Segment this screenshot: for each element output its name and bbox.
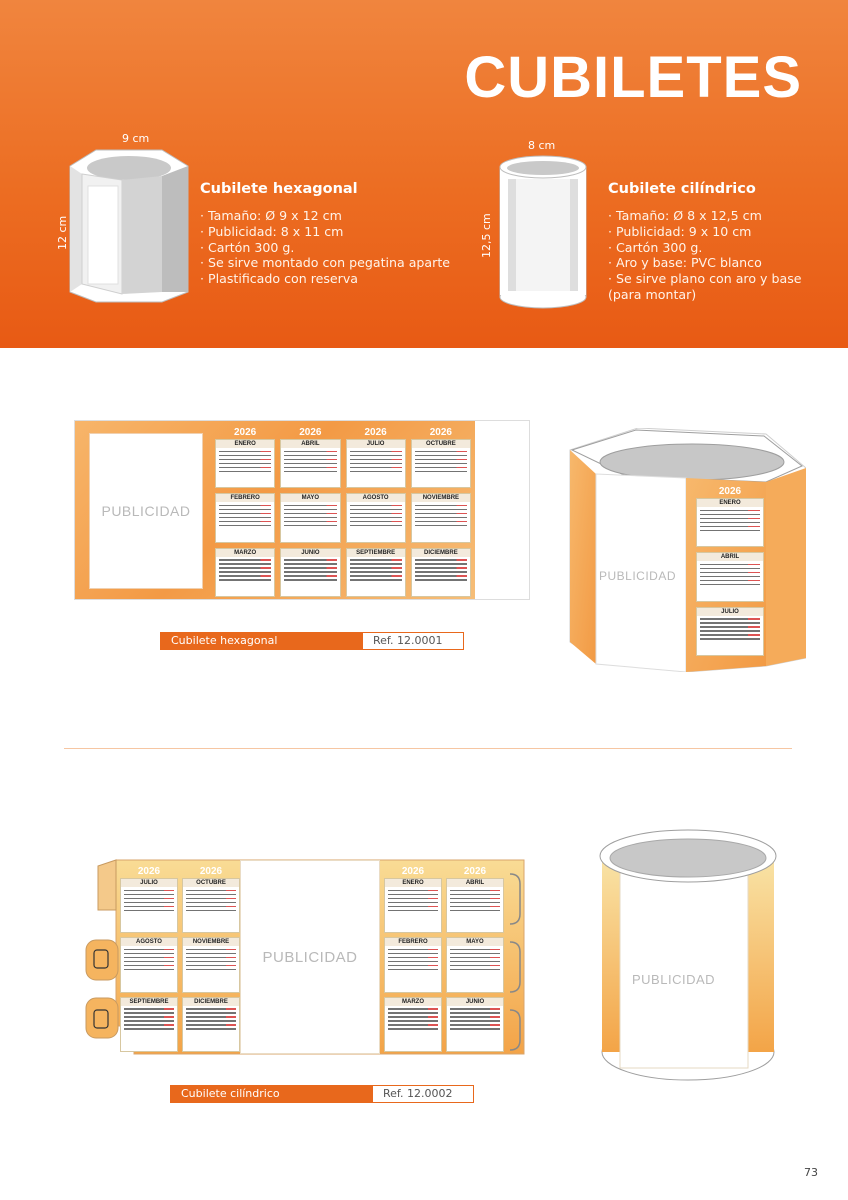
week-row	[219, 451, 271, 452]
week-row	[284, 467, 336, 468]
week-row	[219, 563, 271, 564]
month-block	[411, 548, 471, 597]
week-row	[450, 1024, 500, 1025]
month-name: MARZO	[385, 998, 441, 1006]
week-row	[350, 559, 402, 560]
week-row	[219, 567, 271, 568]
week-row	[350, 517, 402, 518]
week-row	[186, 890, 236, 891]
week-row	[350, 451, 402, 452]
week-row	[284, 521, 336, 522]
week-row	[450, 1028, 500, 1029]
publicity-label: PUBLICIDAD	[262, 948, 358, 966]
month-block	[384, 878, 442, 933]
publicity-label: PUBLICIDAD	[599, 569, 677, 583]
week-row	[388, 890, 438, 891]
spec-item: · Tamaño: Ø 9 x 12 cm	[200, 208, 342, 223]
week-row	[700, 522, 760, 523]
month-block	[280, 493, 340, 542]
week-row	[415, 563, 467, 564]
week-row	[388, 894, 438, 895]
week-row	[219, 513, 271, 514]
month-name: SEPTIEMBRE	[347, 549, 405, 557]
cylindrical-calendar-right	[384, 866, 504, 1052]
page-number: 73	[804, 1166, 818, 1179]
hexagonal-cup-illustration	[66, 146, 194, 306]
month-name: ENERO	[385, 879, 441, 887]
week-row	[124, 1024, 174, 1025]
week-row	[450, 957, 500, 958]
week-row	[450, 898, 500, 899]
week-row	[700, 638, 760, 639]
calendar-year: 2026	[718, 486, 742, 497]
week-row	[186, 1028, 236, 1029]
week-row	[124, 957, 174, 958]
week-row	[450, 902, 500, 903]
spec-item: · Publicidad: 8 x 11 cm	[200, 223, 344, 239]
spec-item: · Se sirve montado con pegatina aparte	[200, 255, 451, 271]
week-row	[350, 505, 402, 506]
week-row	[700, 530, 760, 531]
week-row	[388, 910, 438, 911]
week-row	[700, 572, 760, 573]
week-row	[388, 957, 438, 958]
hexagonal-cup-mockup	[566, 428, 806, 672]
week-row	[450, 965, 500, 966]
week-row	[700, 518, 760, 519]
week-row	[350, 567, 402, 568]
week-row	[186, 1020, 236, 1021]
calendar-year: 2026	[234, 427, 257, 438]
cylindrical-calendar-left	[120, 866, 240, 1052]
week-row	[186, 1024, 236, 1025]
week-row	[124, 902, 174, 903]
month-block	[696, 607, 764, 656]
month-block	[446, 997, 504, 1052]
month-block	[280, 439, 340, 488]
cilindrico-product-name: Cubilete cilíndrico	[608, 181, 756, 197]
cilindrico-reference-bar	[170, 1085, 474, 1103]
month-name: FEBRERO	[385, 938, 441, 946]
week-row	[124, 1020, 174, 1021]
week-row	[219, 471, 271, 472]
reference-code: Ref. 12.0001	[363, 633, 463, 649]
week-row	[700, 568, 760, 569]
week-row	[124, 949, 174, 950]
week-row	[350, 563, 402, 564]
week-row	[700, 626, 760, 627]
week-row	[700, 514, 760, 515]
week-row	[415, 471, 467, 472]
month-block	[120, 997, 178, 1052]
week-row	[350, 521, 402, 522]
week-row	[415, 559, 467, 560]
week-row	[450, 910, 500, 911]
week-row	[415, 521, 467, 522]
week-row	[350, 471, 402, 472]
week-row	[350, 571, 402, 572]
week-row	[415, 513, 467, 514]
week-row	[124, 953, 174, 954]
week-row	[450, 890, 500, 891]
mockup-calendar-strip	[696, 486, 764, 656]
week-row	[388, 961, 438, 962]
week-row	[186, 957, 236, 958]
month-block	[446, 878, 504, 933]
cylindrical-cup-mockup	[596, 826, 780, 1084]
month-block	[446, 937, 504, 992]
month-name: OCTUBRE	[183, 879, 239, 887]
week-row	[186, 961, 236, 962]
week-row	[415, 575, 467, 576]
week-row	[186, 1012, 236, 1013]
section-divider	[64, 748, 792, 749]
week-row	[415, 509, 467, 510]
spec-item: · Aro y base: PVC blanco	[608, 255, 762, 271]
week-row	[415, 571, 467, 572]
week-row	[186, 894, 236, 895]
week-row	[186, 910, 236, 911]
month-name: JULIO	[121, 879, 177, 887]
week-row	[284, 525, 336, 526]
publicity-label: PUBLICIDAD	[101, 503, 191, 519]
week-row	[186, 949, 236, 950]
spec-item: · Cartón 300 g.	[608, 239, 703, 255]
month-block	[215, 493, 275, 542]
week-row	[450, 1008, 500, 1009]
week-row	[284, 567, 336, 568]
month-block	[384, 937, 442, 992]
week-row	[450, 1016, 500, 1017]
cyl-width-label: 8 cm	[528, 139, 556, 152]
month-name: OCTUBRE	[412, 440, 470, 448]
week-row	[124, 1012, 174, 1013]
page-title: CUBILETES	[464, 45, 802, 110]
week-row	[219, 459, 271, 460]
week-row	[450, 1020, 500, 1021]
month-name: AGOSTO	[121, 938, 177, 946]
hex-height-label: 12 cm	[56, 215, 69, 250]
month-block	[346, 493, 406, 542]
calendar-year: 2026	[199, 866, 223, 877]
week-row	[186, 902, 236, 903]
week-row	[388, 902, 438, 903]
month-name: JULIO	[347, 440, 405, 448]
week-row	[350, 455, 402, 456]
week-row	[219, 521, 271, 522]
week-row	[284, 559, 336, 560]
week-row	[284, 563, 336, 564]
calendar-year: 2026	[401, 866, 425, 877]
cylindrical-flat-template	[80, 852, 528, 1058]
month-name: DICIEMBRE	[412, 549, 470, 557]
week-row	[388, 1020, 438, 1021]
week-row	[350, 575, 402, 576]
week-row	[219, 509, 271, 510]
hexagonal-calendar-grid	[215, 427, 471, 597]
month-name: SEPTIEMBRE	[121, 998, 177, 1006]
week-row	[219, 575, 271, 576]
week-row	[284, 517, 336, 518]
hexagonal-spec-list	[200, 208, 450, 287]
publicity-area	[240, 860, 380, 1054]
week-row	[388, 898, 438, 899]
month-name: MAYO	[281, 494, 339, 502]
month-name: MAYO	[447, 938, 503, 946]
week-row	[415, 525, 467, 526]
week-row	[700, 630, 760, 631]
month-block	[696, 498, 764, 547]
spec-item: · Tamaño: Ø 8 x 12,5 cm	[608, 208, 762, 223]
week-row	[124, 898, 174, 899]
week-row	[415, 467, 467, 468]
month-name: MARZO	[216, 549, 274, 557]
week-row	[450, 1012, 500, 1013]
week-row	[124, 890, 174, 891]
week-row	[388, 953, 438, 954]
calendar-year: 2026	[137, 866, 161, 877]
month-name: NOVIEMBRE	[412, 494, 470, 502]
week-row	[284, 455, 336, 456]
week-row	[284, 505, 336, 506]
week-row	[388, 1028, 438, 1029]
week-row	[219, 505, 271, 506]
month-name: ENERO	[697, 499, 763, 507]
week-row	[415, 459, 467, 460]
week-row	[450, 961, 500, 962]
month-block	[182, 997, 240, 1052]
week-row	[124, 1016, 174, 1017]
calendar-year: 2026	[299, 427, 322, 438]
week-row	[415, 567, 467, 568]
month-block	[215, 548, 275, 597]
week-row	[415, 517, 467, 518]
week-row	[700, 584, 760, 585]
month-block	[696, 552, 764, 601]
reference-code: Ref. 12.0002	[373, 1086, 473, 1102]
calendar-year: 2026	[364, 427, 387, 438]
week-row	[186, 906, 236, 907]
month-block	[182, 937, 240, 992]
week-row	[450, 906, 500, 907]
week-row	[219, 559, 271, 560]
hero-banner	[0, 0, 848, 348]
week-row	[284, 451, 336, 452]
spec-item: · Se sirve plano con aro y base	[608, 271, 802, 287]
publicity-area	[89, 433, 203, 589]
week-row	[124, 965, 174, 966]
calendar-year: 2026	[429, 427, 452, 438]
week-row	[284, 575, 336, 576]
cylindrical-cup-illustration	[496, 153, 590, 311]
month-block	[411, 493, 471, 542]
calendar-year: 2026	[463, 866, 487, 877]
month-block	[346, 548, 406, 597]
week-row	[415, 451, 467, 452]
cilindrico-spec-list	[608, 208, 802, 303]
month-name: ABRIL	[697, 553, 763, 561]
month-block	[120, 878, 178, 933]
hexagonal-reference-bar	[160, 632, 464, 650]
week-row	[124, 1028, 174, 1029]
week-row	[700, 618, 760, 619]
month-name: JUNIO	[281, 549, 339, 557]
week-row	[284, 571, 336, 572]
month-block	[120, 937, 178, 992]
week-row	[350, 463, 402, 464]
hexagonal-product-name: Cubilete hexagonal	[200, 181, 358, 197]
week-row	[450, 894, 500, 895]
week-row	[450, 949, 500, 950]
week-row	[415, 463, 467, 464]
month-name: ABRIL	[447, 879, 503, 887]
week-row	[388, 1012, 438, 1013]
week-row	[124, 906, 174, 907]
month-name: ABRIL	[281, 440, 339, 448]
week-row	[124, 969, 174, 970]
month-name: NOVIEMBRE	[183, 938, 239, 946]
week-row	[700, 576, 760, 577]
week-row	[186, 969, 236, 970]
week-row	[186, 1008, 236, 1009]
week-row	[450, 953, 500, 954]
week-row	[186, 965, 236, 966]
week-row	[186, 1016, 236, 1017]
reference-product-name: Cubilete cilíndrico	[171, 1086, 373, 1102]
week-row	[219, 579, 271, 580]
week-row	[388, 965, 438, 966]
week-row	[700, 580, 760, 581]
week-row	[700, 634, 760, 635]
week-row	[700, 510, 760, 511]
week-row	[415, 455, 467, 456]
week-row	[219, 571, 271, 572]
week-row	[124, 910, 174, 911]
week-row	[219, 467, 271, 468]
week-row	[219, 525, 271, 526]
week-row	[284, 459, 336, 460]
week-row	[388, 1024, 438, 1025]
month-block	[346, 439, 406, 488]
week-row	[350, 509, 402, 510]
week-row	[219, 463, 271, 464]
week-row	[388, 969, 438, 970]
spec-item: · Publicidad: 9 x 10 cm	[608, 223, 752, 239]
week-row	[124, 1008, 174, 1009]
week-row	[284, 471, 336, 472]
week-row	[415, 579, 467, 580]
month-name: AGOSTO	[347, 494, 405, 502]
week-row	[388, 906, 438, 907]
week-row	[124, 894, 174, 895]
month-name: JUNIO	[447, 998, 503, 1006]
week-row	[450, 969, 500, 970]
month-name: JULIO	[697, 608, 763, 616]
reference-product-name: Cubilete hexagonal	[161, 633, 363, 649]
week-row	[186, 898, 236, 899]
week-row	[415, 505, 467, 506]
week-row	[350, 579, 402, 580]
month-name: FEBRERO	[216, 494, 274, 502]
hex-width-label: 9 cm	[122, 132, 150, 145]
week-row	[350, 525, 402, 526]
week-row	[284, 463, 336, 464]
week-row	[388, 1008, 438, 1009]
month-block	[215, 439, 275, 488]
spec-item: · Cartón 300 g.	[200, 239, 295, 255]
week-row	[700, 622, 760, 623]
hexagonal-flat-template	[74, 420, 530, 600]
spec-item: (para montar)	[608, 286, 697, 302]
week-row	[388, 949, 438, 950]
week-row	[350, 467, 402, 468]
week-row	[700, 564, 760, 565]
week-row	[284, 509, 336, 510]
week-row	[350, 459, 402, 460]
week-row	[700, 526, 760, 527]
spec-item: · Plastificado con reserva	[200, 271, 359, 287]
week-row	[388, 1016, 438, 1017]
month-block	[411, 439, 471, 488]
month-name: DICIEMBRE	[183, 998, 239, 1006]
month-block	[384, 997, 442, 1052]
week-row	[284, 513, 336, 514]
cyl-height-label: 12,5 cm	[480, 213, 493, 258]
week-row	[219, 517, 271, 518]
month-block	[280, 548, 340, 597]
week-row	[186, 953, 236, 954]
week-row	[350, 513, 402, 514]
publicity-label: PUBLICIDAD	[632, 972, 716, 987]
month-block	[182, 878, 240, 933]
month-name: ENERO	[216, 440, 274, 448]
week-row	[284, 579, 336, 580]
week-row	[124, 961, 174, 962]
week-row	[219, 455, 271, 456]
